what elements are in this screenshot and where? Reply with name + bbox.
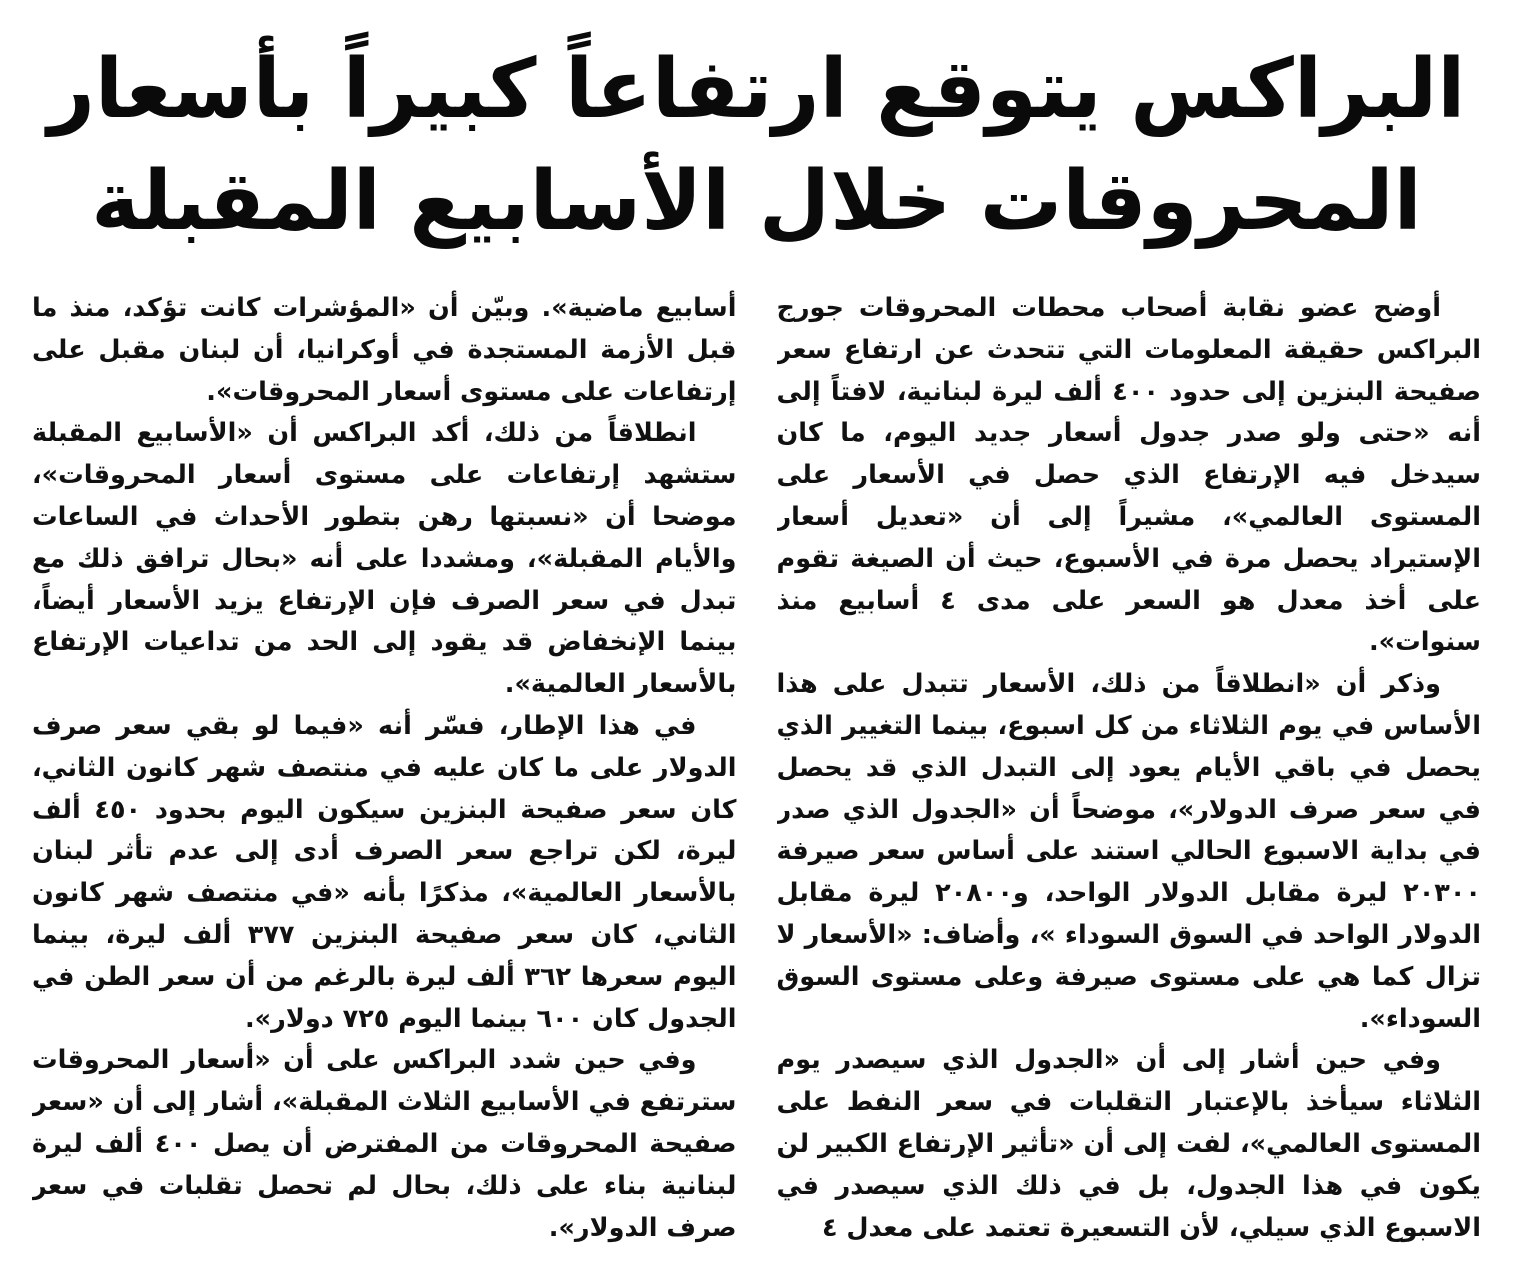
paragraph: وفي حين شدد البراكس على أن «أسعار المحروقات سترتفع في الأسابيع الثلاث المقبلة»، أشار إلى أن «سعر صفيحة المحروقات من المفترض أن يصل ٤٠٠ ألف ليرة لبنانية بناء على ذلك، بحال لم تحصل تقلبات في سعر صرف الدولار». <box>32 1045 737 1243</box>
article-body <box>32 288 1481 1261</box>
headline-line-1: البراكس يتوقع ارتفاعاً كبيراً بأسعار <box>47 42 1466 137</box>
paragraph: انطلاقاً من ذلك، أكد البراكس أن «الأسابيع المقبلة ستشهد إرتفاعات على مستوى أسعار المحروقات»، موضحا أن «نسبتها رهن بتطور الأحداث في الساعات والأيام المقبلة»، ومشددا على أنه «بحال ترافق ذلك مع تبدل في سعر الصرف فإن الإرتفاع يزيد الأسعار أيضاً، بينما الإنخفاض قد يقود إلى الحد من تداعيات الإرتفاع بالأسعار العالمية». <box>32 418 737 700</box>
paragraph: أوضح عضو نقابة أصحاب محطات المحروقات جورج البراكس حقيقة المعلومات التي تتحدث عن ارتفاع سعر صفيحة البنزين إلى حدود ٤٠٠ ألف ليرة لبنانية، لافتاً إلى أنه «حتى ولو صدر جدول أسعار جديد اليوم، ما كان سيدخل فيه الإرتفاع الذي حصل في الأسعار على المستوى العالمي»، مشيراً إلى أن «تعديل أسعار الإستيراد يحصل مرة في الأسبوع، حيث أن الصيغة تقوم على أخذ معدل هو السعر على مدى ٤ أسابيع منذ سنوات». <box>776 293 1481 658</box>
paragraph: في هذا الإطار، فسّر أنه «فيما لو بقي سعر صرف الدولار على ما كان عليه في منتصف شهر كانون الثاني، كان سعر صفيحة البنزين سيكون اليوم بحدود ٤٥٠ ألف ليرة، لكن تراجع سعر الصرف أدى إلى عدم تأثر لبنان بالأسعار العالمية»، مذكرًا بأنه «في منتصف شهر كانون الثاني، كان سعر صفيحة البنزين ٣٧٧ ألف ليرة، بينما اليوم سعرها ٣٦٢ ألف ليرة بالرغم من أن سعر الطن في الجدول كان ٦٠٠ بينما اليوم ٧٢٥ دولار». <box>32 710 737 1034</box>
paragraph: وذكر أن «انطلاقاً من ذلك، الأسعار تتبدل على هذا الأساس في يوم الثلاثاء من كل اسبوع، بينما التغيير الذي يحصل في باقي الأيام يعود إلى التبدل الذي قد يحصل في سعر صرف الدولار»، موضحاً أن «الجدول الذي صدر في بداية الاسبوع الحالي استند على أساس سعر صيرفة ٢٠٣٠٠ ليرة مقابل الدولار الواحد، و٢٠٨٠٠ ليرة مقابل الدولار الواحد في السوق السوداء »، وأضاف: «الأسعار لا تزال كما هي على مستوى صيرفة وعلى مستوى السوق السوداء». <box>776 669 1481 1034</box>
paragraph: أسابيع ماضية». وبيّن أن «المؤشرات كانت تؤكد، منذ ما قبل الأزمة المستجدة في أوكرانيا، أن لبنان مقبل على إرتفاعات على مستوى أسعار المحروقات». <box>32 293 737 407</box>
article-headline <box>32 34 1481 258</box>
paragraph: وفي حين أشار إلى أن «الجدول الذي سيصدر يوم الثلاثاء سيأخذ بالإعتبار التقلبات في سعر النفط على المستوى العالمي»، لفت إلى أن «تأثير الإرتفاع الكبير لن يكون في هذا الجدول، بل في ذلك الذي سيصدر في الاسبوع الذي سيلي، لأن التسعيرة تعتمد على معدل ٤ <box>776 1045 1481 1243</box>
column-left <box>32 288 737 1261</box>
column-right <box>777 288 1482 1261</box>
headline-line-2: المحروقات خلال الأسابيع المقبلة <box>91 154 1422 249</box>
